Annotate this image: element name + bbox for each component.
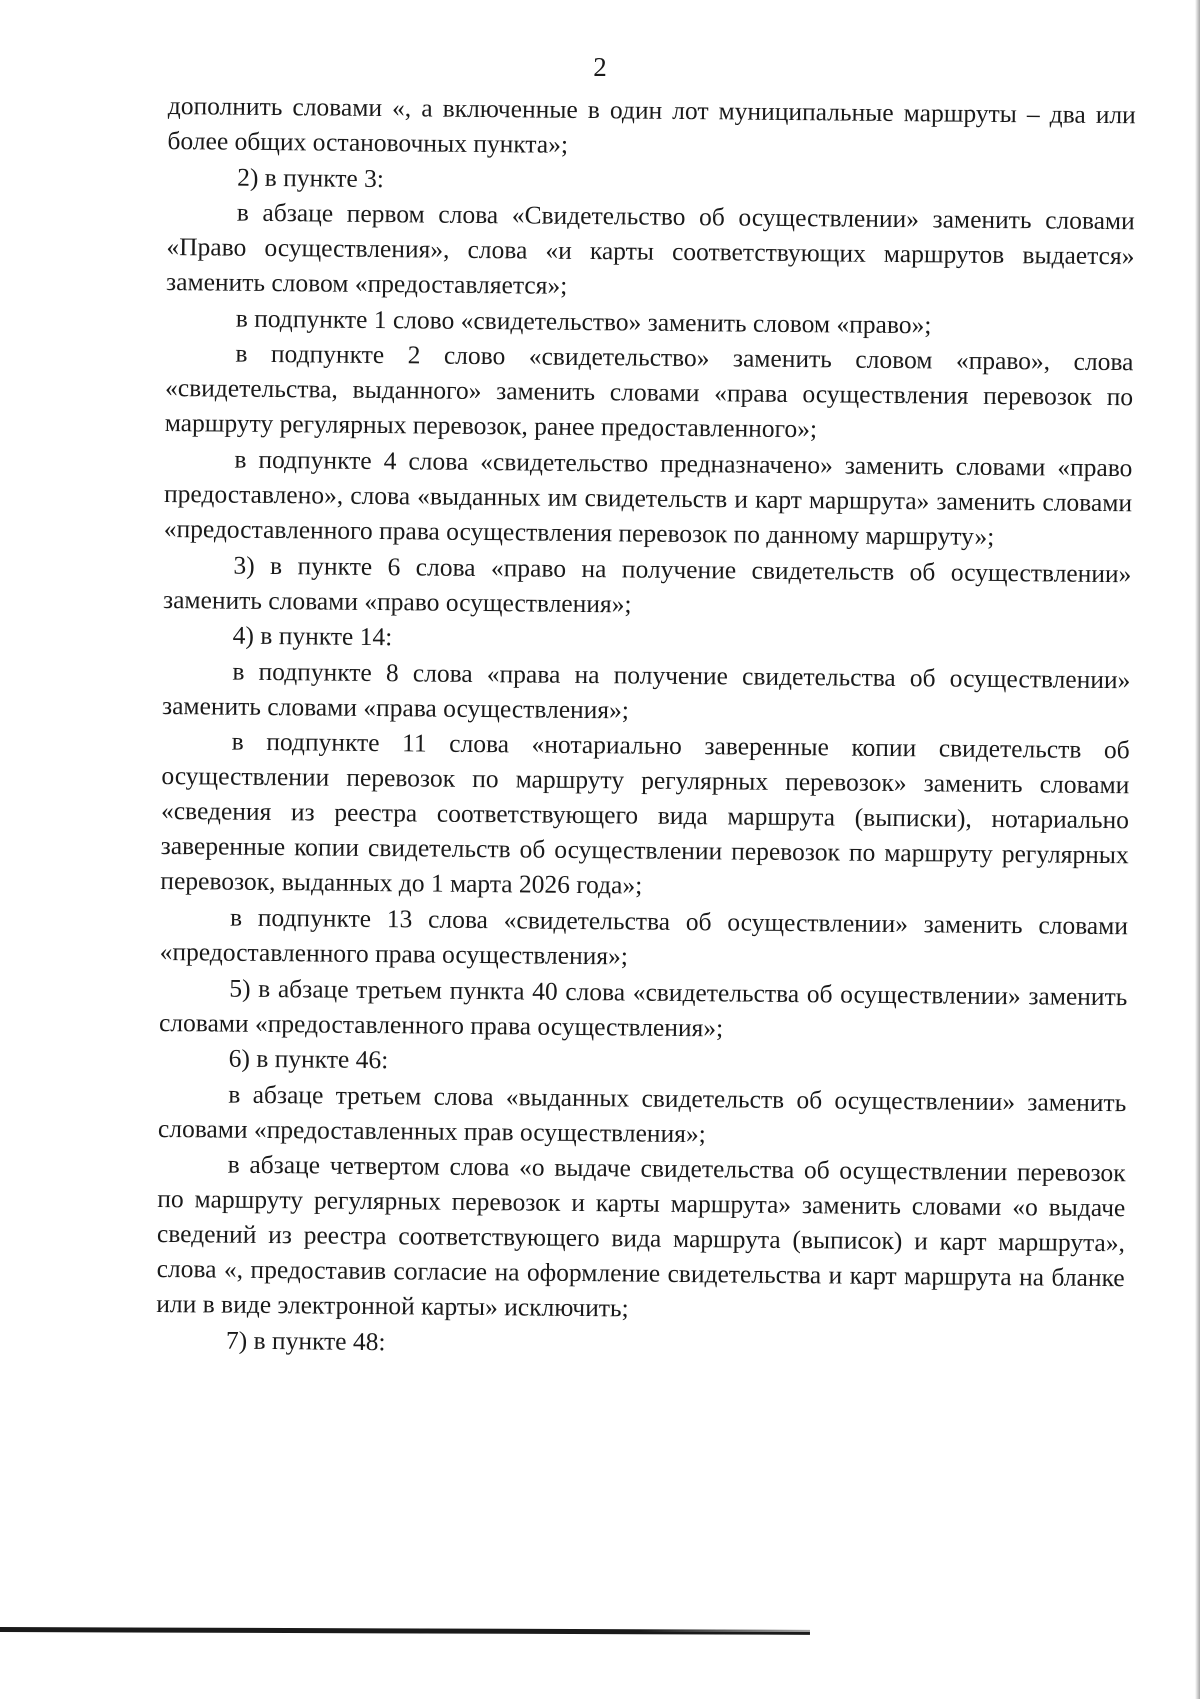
scan-edge-fade	[640, 1628, 810, 1632]
paragraph: дополнить словами «, а включенные в один лот муниципальные маршруты – два или более общих остановочных пункта»;	[167, 90, 1136, 159]
paragraph: в подпункте 4 слова «свидетельство предназначено» заменить словами «право предоставлено», слова «выданных им свидетельств и карт маршрута» заменить словами «предоставленного права осуществления перевозок по данному маршруту»;	[163, 444, 1133, 551]
paragraph: в абзаце третьем слова «выданных свидетельств об осуществлении» заменить словами «предоставленных прав осуществления»;	[157, 1079, 1127, 1148]
paragraph: в подпункте 1 слово «свидетельство» заменить словом «право»;	[235, 303, 932, 340]
paragraph: 6) в пункте 46:	[228, 1043, 389, 1075]
scan-right-edge	[1195, 0, 1200, 1699]
paragraph: в абзаце четвертом слова «о выдаче свидетельства об осуществлении перевозок по маршруту регулярных перевозок и карты маршрута» заменить словами «о выдаче сведений из реестра соответствующего вида маршрута (выписок) и карт маршрута», слова «, предоставив согласие на оформление свидетельства и карт маршрута на бланке или в виде электронной карты» исключить;	[156, 1149, 1126, 1323]
document-body	[156, 88, 1136, 1367]
paragraph: 3) в пункте 6 слова «право на получение свидетельств об осуществлении» заменить словами «право осуществления»;	[162, 550, 1132, 619]
paragraph: 2) в пункте 3:	[237, 162, 385, 193]
paragraph: 4) в пункте 14:	[232, 620, 393, 652]
paragraph: в подпункте 11 слова «нотариально заверенные копии свидетельств об осуществлении перевозок по маршруту регулярных перевозок» заменить словами «сведения из реестра соответствующего вида маршрута (выписки), нотариально заверенные копии свидетельств об осуществлении перевозок по маршруту регулярных перевозок, выданных до 1 марта 2026 года»;	[160, 726, 1130, 900]
paragraph: 5) в абзаце третьем пункта 40 слова «свидетельства об осуществлении» заменить словами «предоставленного права осуществления»;	[158, 973, 1128, 1042]
paragraph: 7) в пункте 48:	[225, 1325, 386, 1357]
paragraph: в абзаце первом слова «Свидетельство об осуществлении» заменить словами «Право осуществления», слова «и карты соответствующих маршрутов выдается» заменить словом «предоставляется»;	[166, 197, 1135, 301]
page-number: 2	[593, 52, 607, 82]
paragraph: в подпункте 13 слова «свидетельства об осуществлении» заменить словами «предоставленного права осуществления»;	[159, 902, 1129, 971]
paragraph: в подпункте 8 слова «права на получение свидетельства об осуществлении» заменить словами «права осуществления»;	[161, 656, 1131, 725]
paragraph: в подпункте 2 слово «свидетельство» заменить словом «право», слова «свидетельства, выданного» заменить словами «права осуществления перевозок по маршруту регулярных перевозок, ранее предоставленного»;	[164, 339, 1134, 444]
